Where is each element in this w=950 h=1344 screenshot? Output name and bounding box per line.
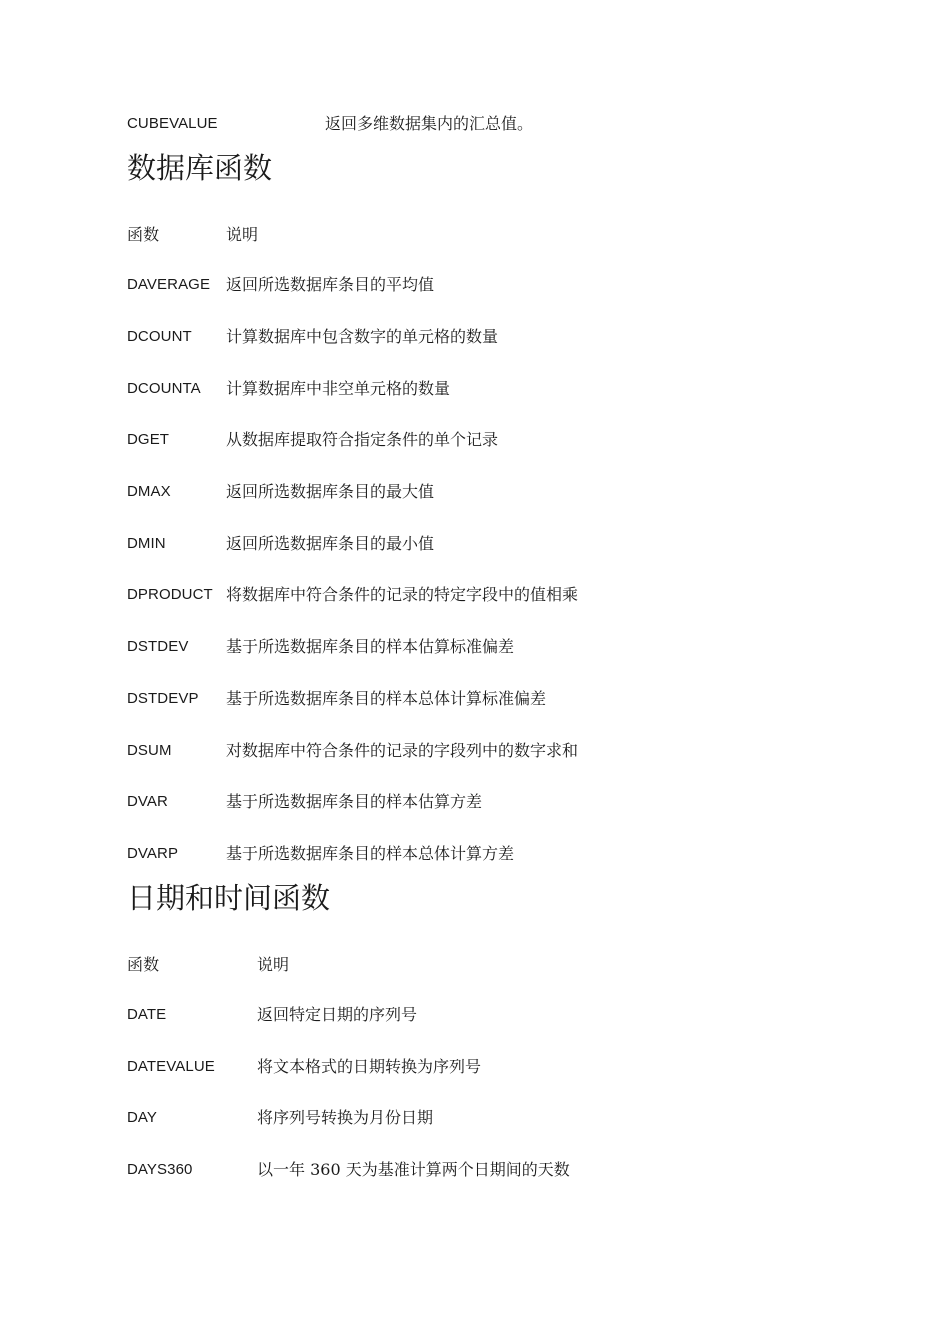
function-name: DATEVALUE (127, 1058, 215, 1075)
function-description: 计算数据库中包含数字的单元格的数量 (226, 327, 499, 346)
column-header-description: 说明 (257, 955, 290, 974)
function-name: DSUM (127, 742, 172, 759)
function-name: DMIN (127, 535, 166, 552)
section-heading-datetime: 日期和时间函数 (127, 881, 331, 915)
function-name: DATE (127, 1006, 167, 1023)
function-name: DCOUNTA (127, 380, 201, 397)
function-name: DSTDEVP (127, 690, 199, 707)
function-description: 将文本格式的日期转换为序列号 (257, 1057, 482, 1076)
function-description: 返回所选数据库条目的最小值 (226, 534, 435, 553)
function-description: 将数据库中符合条件的记录的特定字段中的值相乘 (226, 585, 579, 604)
function-description: 从数据库提取符合指定条件的单个记录 (226, 430, 499, 449)
function-name: DVAR (127, 793, 168, 810)
function-description: 返回所选数据库条目的平均值 (226, 275, 435, 294)
function-name: DPRODUCT (127, 586, 213, 603)
function-name: DAY (127, 1109, 158, 1126)
function-name: DSTDEV (127, 638, 189, 655)
function-description: 基于所选数据库条目的样本总体计算标准偏差 (226, 689, 547, 708)
function-description: 基于所选数据库条目的样本总体计算方差 (226, 844, 515, 863)
function-name: DCOUNT (127, 328, 192, 345)
section-heading-database: 数据库函数 (127, 151, 273, 185)
column-header-function: 函数 (127, 955, 160, 974)
column-header-description: 说明 (226, 225, 259, 244)
function-name: DGET (127, 431, 170, 448)
function-description: 返回多维数据集内的汇总值。 (325, 114, 534, 133)
function-name: DAVERAGE (127, 276, 211, 293)
function-description: 计算数据库中非空单元格的数量 (226, 379, 451, 398)
function-description: 基于所选数据库条目的样本估算标准偏差 (226, 637, 515, 656)
function-description: 以一年 360 天为基准计算两个日期间的天数 (257, 1160, 570, 1179)
column-header-function: 函数 (127, 225, 160, 244)
function-description: 返回特定日期的序列号 (257, 1005, 418, 1024)
function-name: CUBEVALUE (127, 115, 218, 132)
function-description: 返回所选数据库条目的最大值 (226, 482, 435, 501)
function-description: 将序列号转换为月份日期 (257, 1108, 434, 1127)
function-name: DAYS360 (127, 1161, 193, 1178)
function-name: DMAX (127, 483, 171, 500)
function-name: DVARP (127, 845, 179, 862)
function-description: 基于所选数据库条目的样本估算方差 (226, 792, 483, 811)
function-description: 对数据库中符合条件的记录的字段列中的数字求和 (226, 741, 579, 760)
